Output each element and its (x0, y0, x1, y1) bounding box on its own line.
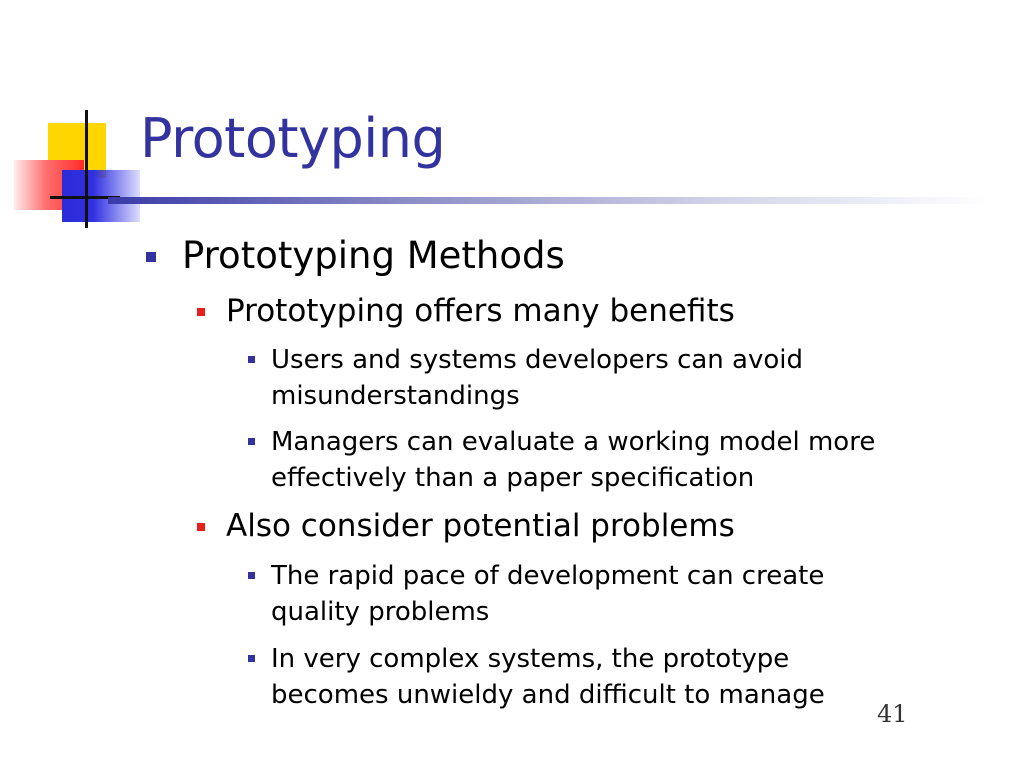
bullet-text-line-1: In very complex systems, the prototype (271, 644, 790, 674)
bullet-text-line-2: becomes unwieldy and difficult to manage (271, 680, 825, 710)
square-bullet-icon (248, 356, 255, 363)
title-underline (108, 197, 988, 204)
logo-vertical-line (85, 110, 88, 228)
slide-number: 41 (877, 700, 908, 728)
bullet-text-line-1: The rapid pace of development can create (271, 561, 825, 591)
bullet-text-line-2: quality problems (271, 597, 490, 627)
bullet-text: Also consider potential problems (226, 508, 735, 544)
square-bullet-icon (248, 438, 255, 445)
square-bullet-icon (248, 655, 255, 662)
bullet-text: Prototyping Methods (182, 234, 565, 277)
square-bullet-icon (248, 572, 255, 579)
bullet-text-line-2: misunderstandings (271, 381, 520, 411)
bullet-text-line-1: Users and systems developers can avoid (271, 345, 803, 375)
square-bullet-icon (197, 308, 205, 316)
slide-title: Prototyping (140, 107, 446, 170)
bullet-text-line-1: Managers can evaluate a working model more (271, 427, 876, 457)
bullet-text: Prototyping offers many benefits (226, 293, 735, 329)
square-bullet-icon (146, 252, 156, 262)
square-bullet-icon (197, 523, 205, 531)
bullet-text-line-2: effectively than a paper specification (271, 463, 755, 493)
